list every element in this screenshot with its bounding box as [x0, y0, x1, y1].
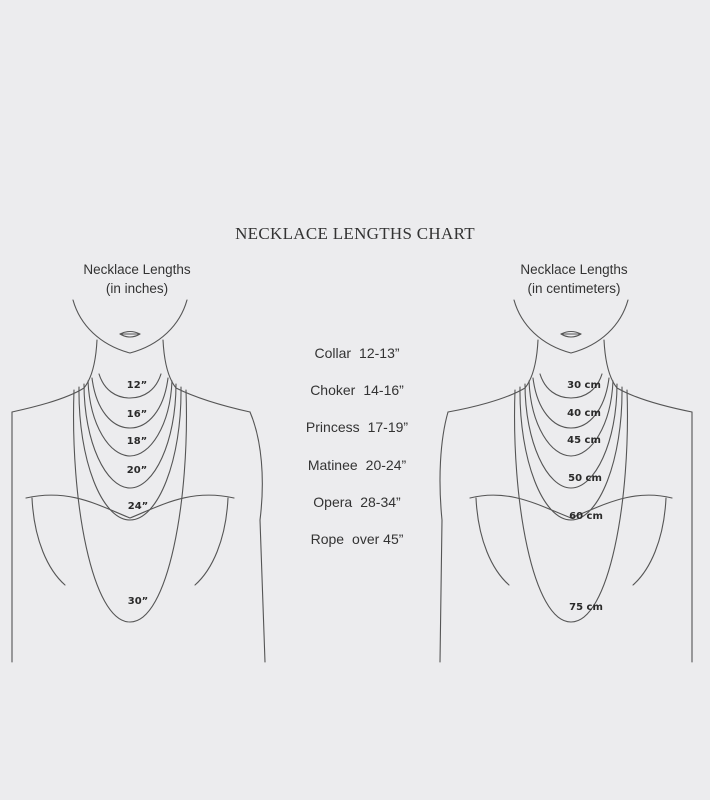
- left-panel-title-line1: Necklace Lengths: [83, 262, 191, 277]
- label-24in: 24”: [127, 501, 149, 512]
- label-16in: 16”: [126, 409, 148, 420]
- label-75cm: 75 cm: [569, 602, 603, 613]
- label-60cm: 60 cm: [569, 511, 603, 522]
- legend-name: Choker: [310, 382, 356, 399]
- label-40cm: 40 cm: [567, 408, 601, 419]
- chart-title: NECKLACE LENGTHS CHART: [235, 224, 475, 243]
- necklace-60cm: [520, 387, 622, 520]
- right-labels: [567, 380, 603, 613]
- necklace-75cm: [515, 390, 628, 622]
- right-figure: [440, 300, 692, 662]
- left-neck-shoulders: [12, 340, 250, 412]
- legend-name: Matinee: [307, 456, 358, 473]
- legend-range: 17-19”: [367, 419, 409, 436]
- right-panel-title-line1: Necklace Lengths: [520, 262, 628, 277]
- legend-name: Princess: [305, 419, 360, 436]
- right-torso: [440, 412, 692, 662]
- left-torso: [12, 412, 265, 662]
- label-30in: 30”: [127, 596, 149, 607]
- right-face: [514, 300, 628, 353]
- legend-range: 14-16”: [363, 382, 404, 399]
- left-labels: [127, 380, 149, 607]
- left-figure: [12, 300, 265, 662]
- label-18in: 18”: [126, 436, 148, 447]
- label-12in: 12”: [126, 380, 148, 391]
- legend-range: 12-13”: [359, 345, 400, 361]
- legend-name: Collar: [314, 345, 352, 361]
- label-50cm: 50 cm: [568, 473, 602, 484]
- right-neck-shoulders: [448, 340, 692, 412]
- label-20in: 20”: [126, 465, 148, 476]
- label-30cm: 30 cm: [567, 380, 601, 391]
- legend-name: Rope: [310, 530, 345, 547]
- legend-name: Opera: [313, 493, 353, 510]
- legend-range: 20-24”: [365, 456, 407, 473]
- legend-range: over 45”: [352, 530, 404, 547]
- label-45cm: 45 cm: [567, 435, 601, 446]
- right-panel-title-line2: (in centimeters): [527, 281, 621, 296]
- legend-range: 28-34”: [360, 493, 401, 510]
- left-face: [73, 300, 187, 353]
- left-panel-title-line2: (in inches): [105, 281, 169, 296]
